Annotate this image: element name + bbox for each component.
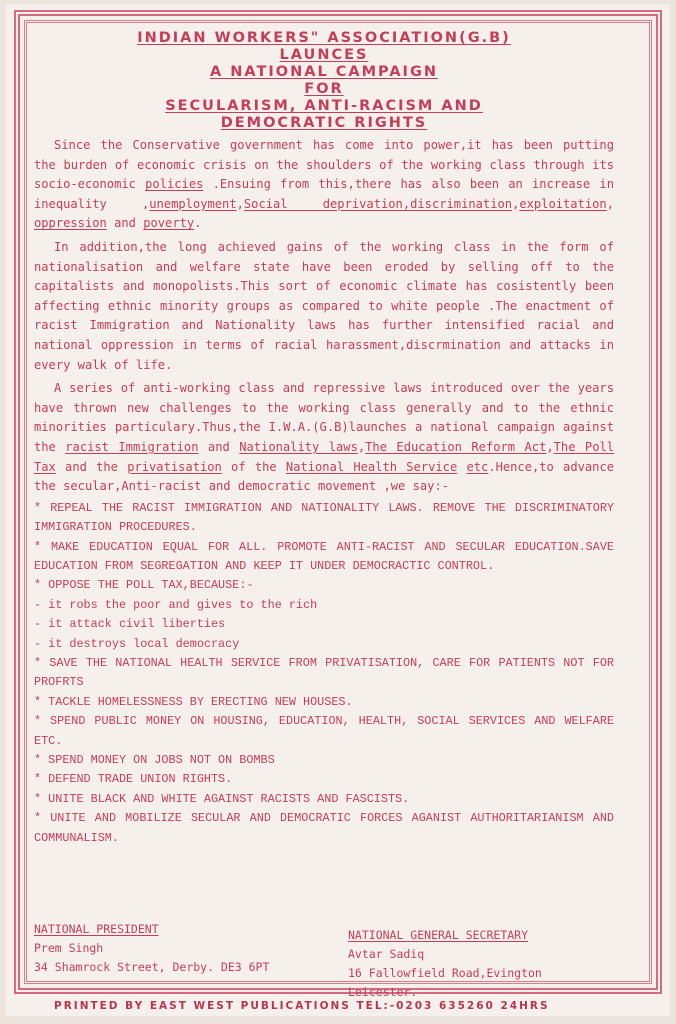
para3-text: of the xyxy=(221,459,286,474)
demand-item: * SPEND MONEY ON JOBS NOT ON BOMBS xyxy=(34,752,275,767)
para3-text: , xyxy=(357,439,366,454)
para3-underlined: privatisation xyxy=(127,459,222,474)
secretary-title: NATIONAL GENERAL SECRETARY xyxy=(348,928,529,942)
para1-underlined: discrimination xyxy=(410,196,513,211)
para3-underlined: National Health Service xyxy=(285,459,458,474)
heading-line-5: SECULARISM, ANTI-RACISM AND xyxy=(165,98,483,114)
demands-list xyxy=(34,499,614,848)
para1-text: Since the Conservative government has come into power,it has been putting the burden of economic crisis on the shoulders of the working class through its socio-economic xyxy=(34,138,614,192)
demand-subitem: - it destroys local democracy xyxy=(34,636,240,651)
para1-text: . xyxy=(194,216,202,231)
heading-line-1: INDIAN WORKERS" ASSOCIATION(G.B) xyxy=(137,30,511,46)
demand-item: * TACKLE HOMELESSNESS BY ERECTING NEW HOUSES. xyxy=(34,694,353,709)
demand-item: * DEFEND TRADE UNION RIGHTS. xyxy=(34,772,233,787)
leaflet-heading xyxy=(34,30,614,132)
para3-text: and xyxy=(198,439,240,454)
para3-underlined: racist Immigration xyxy=(65,439,199,454)
heading-line-6: DEMOCRATIC RIGHTS xyxy=(220,115,428,131)
secretary-signature xyxy=(348,926,614,1002)
demand-item: * SPEND PUBLIC MONEY ON HOUSING, EDUCATION, HEALTH, SOCIAL SERVICES AND WELFARE ETC. xyxy=(34,714,614,748)
para1-underlined: policies xyxy=(145,177,204,192)
para1-text: , xyxy=(512,196,520,211)
para1-underlined: poverty xyxy=(143,216,195,231)
demand-item: * UNITE BLACK AND WHITE AGAINST RACISTS AND FASCISTS. xyxy=(34,791,410,806)
para3-text: and the xyxy=(55,459,128,474)
para1-text: .Ensuing from this,there has also been an increase in inequality , xyxy=(34,177,614,211)
paragraph-2: In addition,the long achieved gains of the working class in the form of nationalisation and welfare state have been eroded by selling off to the capitalists and monopolists.This sort of economic climate has cosistently been affecting ethnic minority groups as compared to white people .The enactment of racist Immigration and Nationality laws has further intensified racial and national oppression in terms of racial harassment,discrmination and attacks in every walk of life. xyxy=(34,239,614,372)
para1-underlined: Social deprivation, xyxy=(243,196,411,211)
para3-text: , xyxy=(546,439,554,454)
paragraph-1 xyxy=(34,136,614,234)
demand-subitem: - it attack civil liberties xyxy=(34,617,226,632)
para1-underlined: exploitation xyxy=(519,196,607,211)
demand-item: * OPPOSE THE POLL TAX,BECAUSE:- xyxy=(34,578,254,593)
demand-item: * UNITE AND MOBILIZE SECULAR AND DEMOCRATIC FORCES AGANIST AUTHORITARIANISM AND COMMUNALISM. xyxy=(34,811,614,845)
demand-subitem: - it robs the poor and gives to the rich xyxy=(34,597,318,612)
para3-underlined: The Education Reform Act xyxy=(365,439,547,454)
president-name: Prem Singh xyxy=(34,941,104,955)
secretary-address: 16 Fallowfield Road,Evington Leicester. xyxy=(348,966,542,999)
president-address: 34 Shamrock Street, Derby. DE3 6PT xyxy=(34,960,270,974)
paragraph-3 xyxy=(34,379,614,497)
para3-text: A series of anti-working class and repressive laws introduced over the years have thrown new challenges to the working class generally and to the ethnic minorities particulary.Thus,the I.W.A.(G.B)launches a national campaign against the xyxy=(34,381,614,454)
printer-footer: PRINTED BY EAST WEST PUBLICATIONS TEL:-0203 635260 24HRS xyxy=(54,1000,550,1012)
para3-text: .Hence,to advance the secular,Anti-racist and democratic movement ,we say:- xyxy=(34,459,615,494)
secretary-name: Avtar Sadiq xyxy=(348,947,425,961)
para3-underlined: Nationality laws xyxy=(239,439,358,454)
leaflet-sheet xyxy=(6,4,670,1016)
para3-underlined: etc xyxy=(466,459,489,474)
president-title: NATIONAL PRESIDENT xyxy=(34,922,159,936)
heading-line-3: A NATIONAL CAMPAIGN xyxy=(209,64,438,80)
para1-underlined: oppression xyxy=(34,216,107,231)
demand-item: * SAVE THE NATIONAL HEALTH SERVICE FROM PRIVATISATION, CARE FOR PATIENTS NOT FOR PROFRTS xyxy=(34,655,614,690)
para1-underlined: unemployment xyxy=(149,196,237,211)
para1-text: , xyxy=(236,196,244,211)
heading-line-2: LAUNCES xyxy=(279,47,369,63)
demand-item: * REPEAL THE RACIST IMMIGRATION AND NATIONALITY LAWS. REMOVE THE DISCRIMINATORY IMMIGRATION PROCEDURES. xyxy=(34,500,614,535)
heading-line-4: FOR xyxy=(304,81,344,97)
leaflet-content xyxy=(34,30,615,999)
demand-item: * MAKE EDUCATION EQUAL FOR ALL. PROMOTE ANTI-RACIST AND SECULAR EDUCATION.SAVE EDUCATION FROM SEGREGATION AND KEEP IT UNDER DEMOCRACTIC CONTROL. xyxy=(34,539,614,573)
president-signature xyxy=(34,920,269,977)
para1-text: , xyxy=(606,196,614,211)
para1-text: and xyxy=(106,216,144,231)
para3-underlined: The Poll Tax xyxy=(34,439,615,474)
